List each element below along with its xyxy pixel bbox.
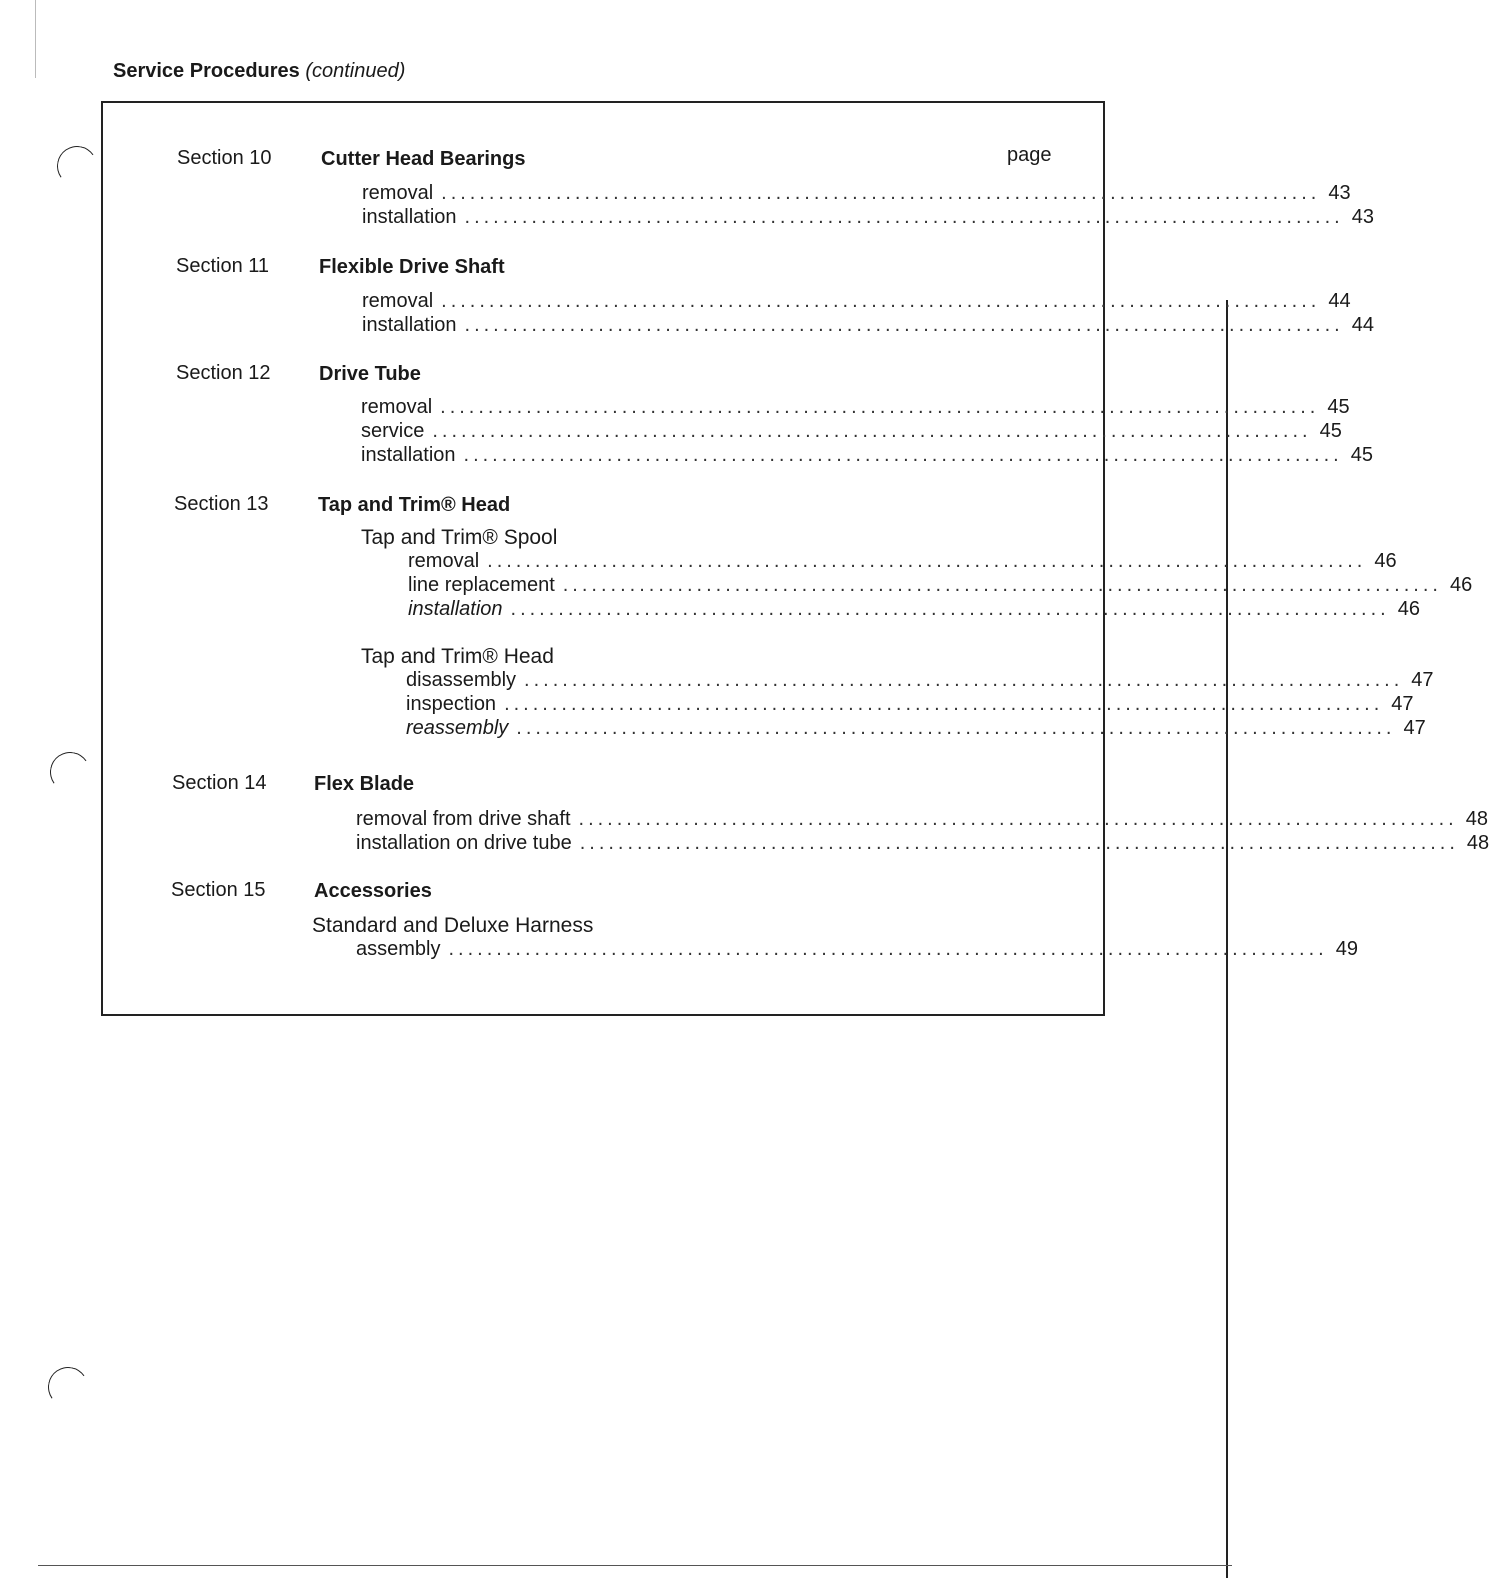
page-header bbox=[113, 60, 405, 83]
toc-entry: reassembly ............................................................................................ 47 bbox=[406, 717, 1426, 739]
page-column-label: page bbox=[1007, 144, 1052, 166]
section-label: Section 10 bbox=[177, 147, 272, 169]
toc-entry: removal ............................................................................................ 43 bbox=[362, 182, 1351, 204]
toc-entry: removal ............................................................................................ 46 bbox=[408, 550, 1397, 572]
toc-entry: removal ............................................................................................ 45 bbox=[361, 396, 1350, 418]
binder-hole-icon bbox=[45, 1364, 91, 1410]
section-title: Tap and Trim® Head bbox=[318, 494, 511, 516]
section-label: Section 11 bbox=[176, 255, 270, 277]
toc-entry: inspection ............................................................................................ 47 bbox=[406, 693, 1414, 715]
header-continued: (continued) bbox=[305, 60, 406, 82]
section-title: Drive Tube bbox=[319, 363, 421, 385]
binder-hole-icon bbox=[54, 143, 100, 189]
toc-entry: line replacement ............................................................................................ 46 bbox=[408, 574, 1473, 596]
toc-entry: installation ............................................................................................ 45 bbox=[361, 444, 1373, 466]
toc-entry: installation on drive tube ............................................................................................ 48 bbox=[356, 832, 1489, 854]
subsection-title: Tap and Trim® Head bbox=[361, 645, 554, 668]
bottom-edge bbox=[38, 1565, 1232, 1566]
subsection-title: Tap and Trim® Spool bbox=[361, 526, 558, 549]
section-label: Section 13 bbox=[174, 493, 269, 515]
section-label: Section 15 bbox=[171, 879, 266, 901]
section-label: Section 12 bbox=[176, 362, 271, 384]
toc-entry: disassembly ............................................................................................ 47 bbox=[406, 669, 1434, 691]
toc-entry: service ............................................................................................ 45 bbox=[361, 420, 1342, 442]
toc-entry: installation ............................................................................................ 43 bbox=[362, 206, 1374, 228]
toc-entry: removal from drive shaft ............................................................................................ 48 bbox=[356, 808, 1488, 830]
toc-entry: removal ............................................................................................ 44 bbox=[362, 290, 1351, 312]
section-title: Cutter Head Bearings bbox=[321, 148, 526, 170]
header-title: Service Procedures bbox=[113, 60, 300, 82]
section-title: Flex Blade bbox=[314, 773, 415, 795]
section-title: Flexible Drive Shaft bbox=[319, 256, 505, 278]
margin-line bbox=[35, 0, 36, 78]
toc-entry: installation ............................................................................................ 44 bbox=[362, 314, 1374, 336]
subsection-title: Standard and Deluxe Harness bbox=[312, 914, 594, 937]
toc-entry: assembly ............................................................................................ 49 bbox=[356, 938, 1358, 960]
section-title: Accessories bbox=[314, 880, 432, 902]
section-label: Section 14 bbox=[172, 772, 267, 794]
binder-hole-icon bbox=[47, 749, 93, 795]
toc-entry: installation ............................................................................................ 46 bbox=[408, 598, 1420, 620]
